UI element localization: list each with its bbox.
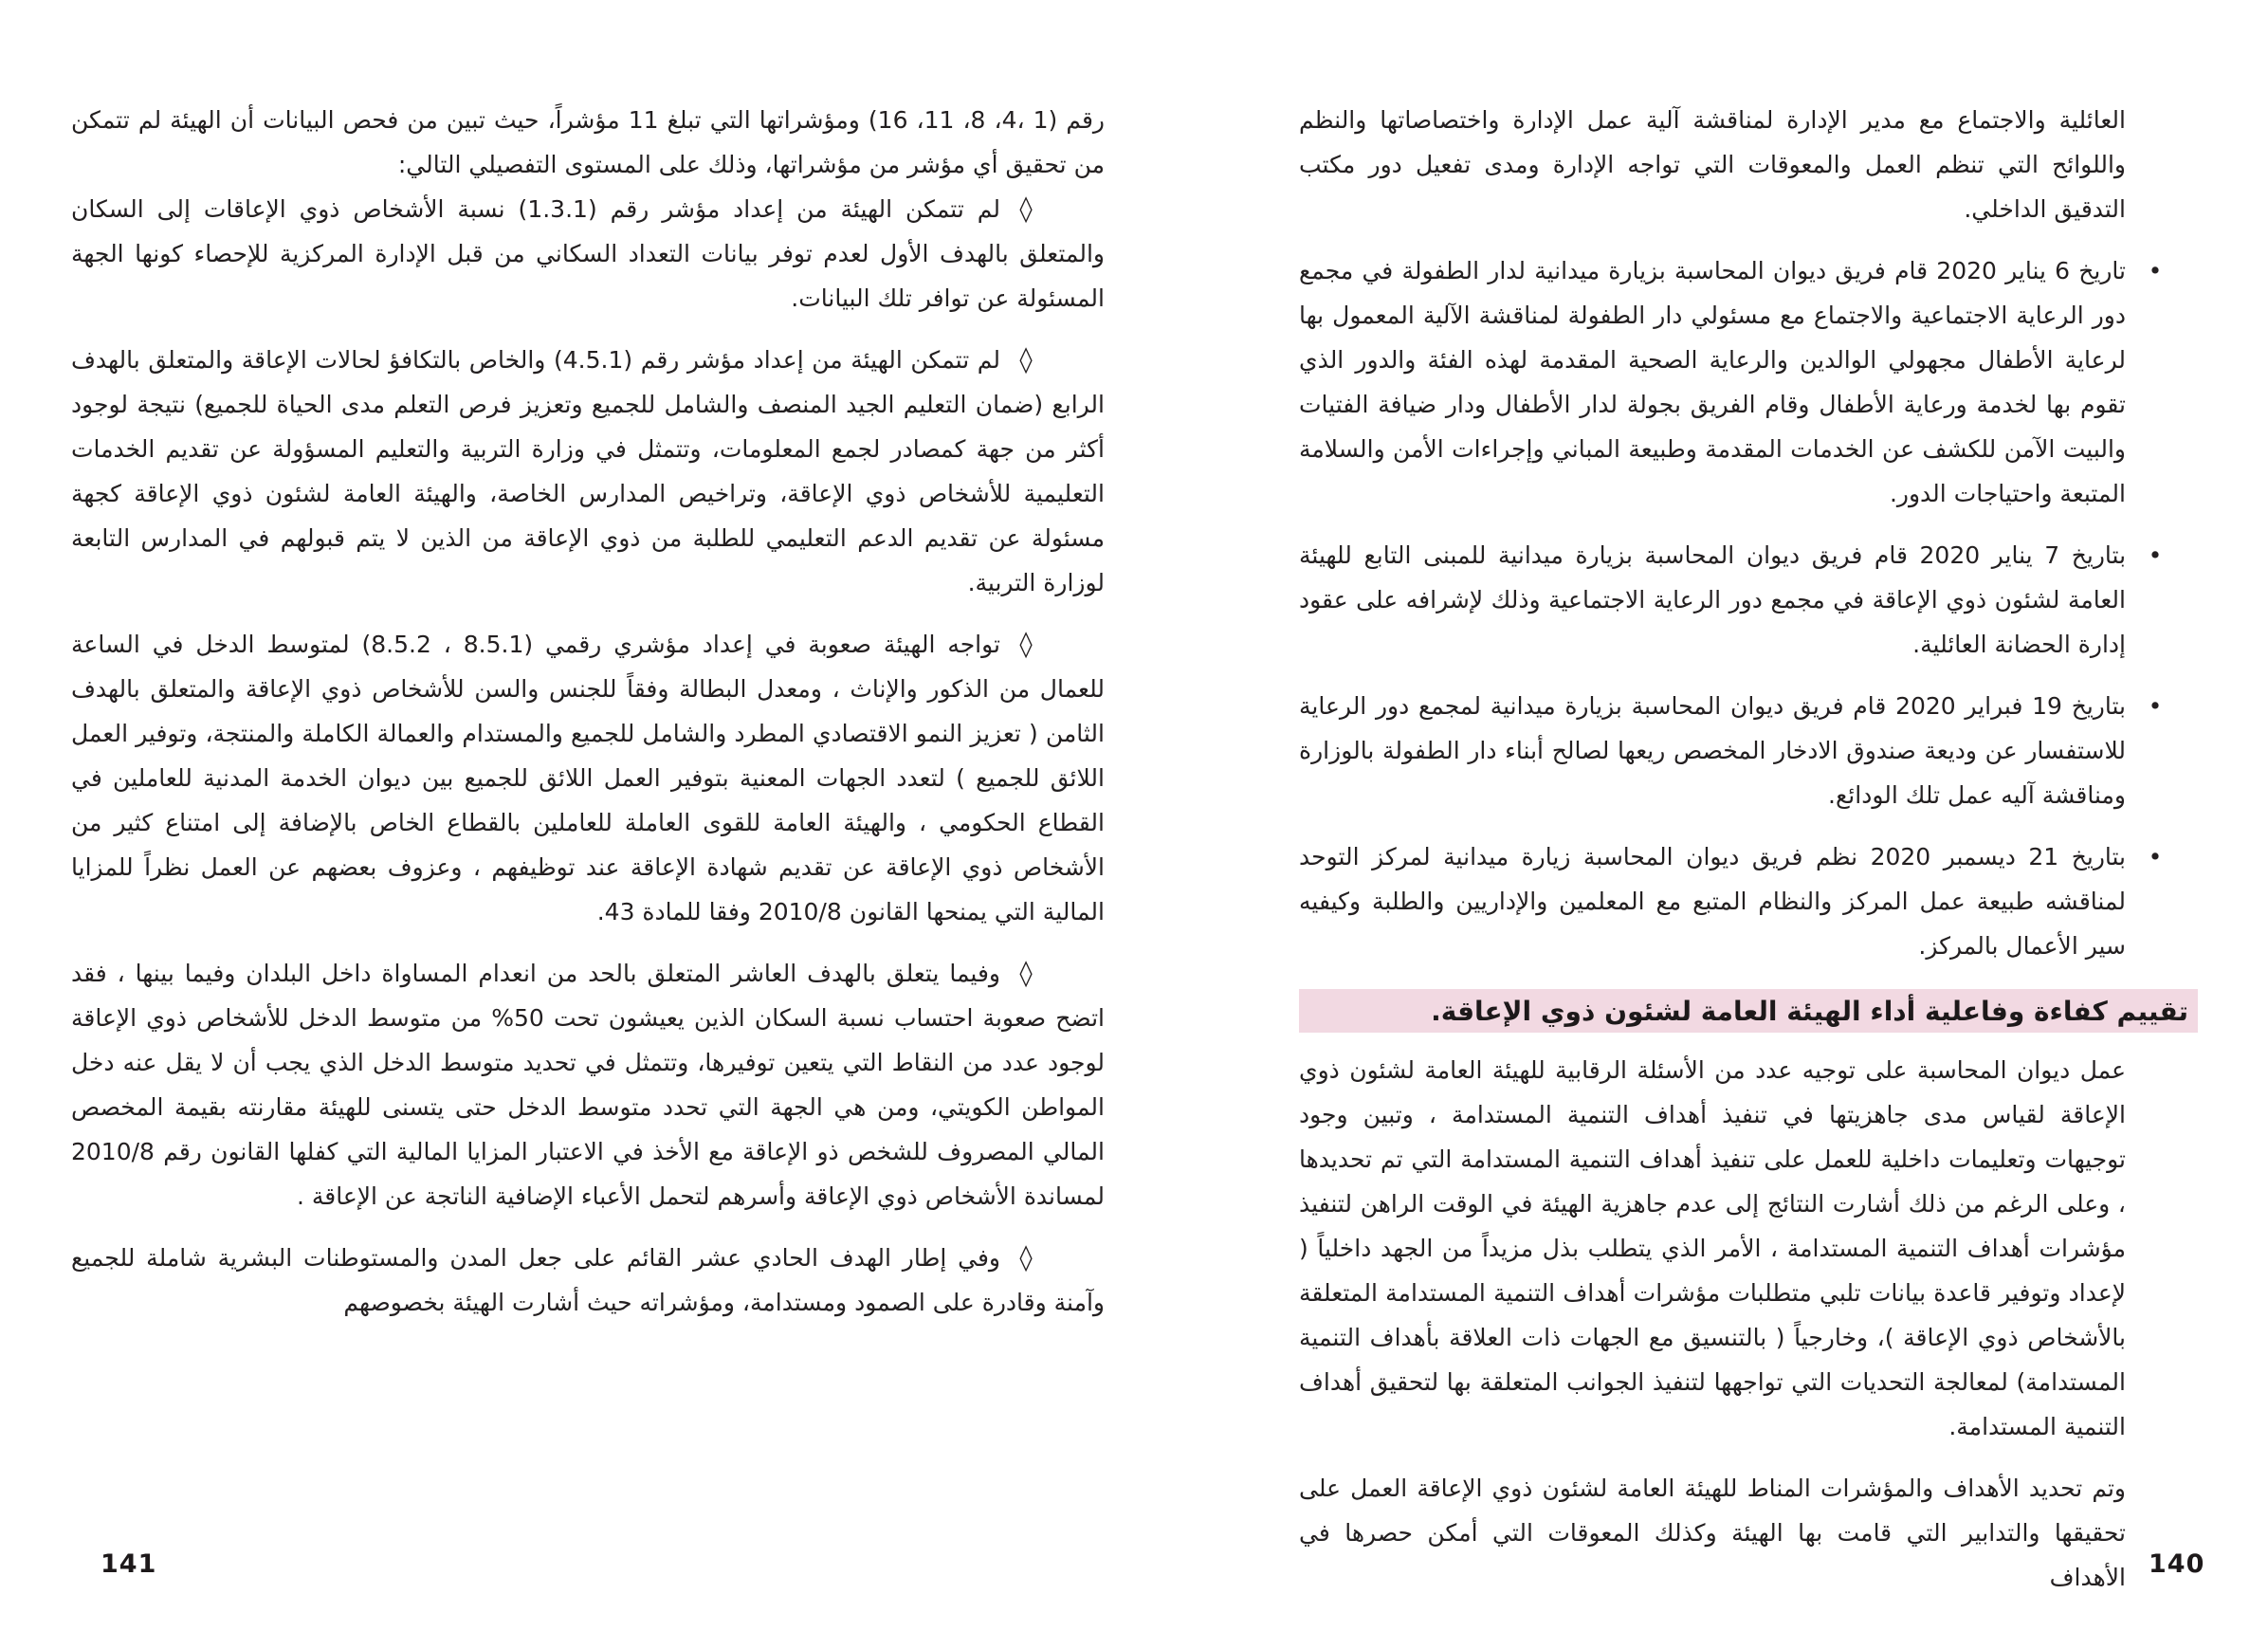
diamond-bullet-icon: ◊ xyxy=(1019,194,1033,224)
list-item xyxy=(71,1236,1105,1325)
section-heading-band xyxy=(1299,989,2198,1033)
dot-bullet-icon: • xyxy=(2148,257,2163,284)
list-item xyxy=(71,622,1105,934)
page-140 xyxy=(1134,0,2268,1649)
list-item-text: بتاريخ 19 فبراير 2020 قام فريق ديوان المحاسبة بزيارة ميدانية لمجمع دور الرعاية للاستفسار عن وديعة صندوق الادخار المخصص ريعها لصالح أبناء دار الطفولة بالوزارة ومناقشة آليه عمل تلك الودائع. xyxy=(1299,692,2126,809)
list-item-text: تواجه الهيئة صعوبة في إعداد مؤشري رقمي (8.5.1 ، 8.5.2) لمتوسط الدخل في الساعة للعمال من الذكور والإناث ، ومعدل البطالة وفقاً للجنس والسن للأشخاص ذوي الإعاقة والمتعلق بالهدف الثامن ( تعزيز النمو الاقتصادي المطرد والشامل للجميع والمستدام والعمالة الكاملة والمنتجة، وتوفير العمل اللائق للجميع ) لتعدد الجهات المعنية بتوفير العمل اللائق للجميع بين ديوان الخدمة المدنية للعاملين في القطاع الحكومي ، والهيئة العامة للقوى العاملة للعاملين بالقطاع الخاص بالإضافة إلى امتناع كثير من الأشخاص ذوي الإعاقة عن تقديم شهادة الإعاقة عند توظيفهم ، وعزوف بعضهم عن العمل نظراً للمزايا المالية التي يمنحها القانون 2010/8 وفقا للمادة 43. xyxy=(71,631,1105,925)
list-item-text: وفي إطار الهدف الحادي عشر القائم على جعل المدن والمستوطنات البشرية شاملة للجميع وآمنة وقادرة على الصمود ومستدامة، ومؤشراته حيث أشارت الهيئة بخصوصهم xyxy=(71,1244,1105,1316)
dot-bullet-icon: • xyxy=(2148,541,2163,569)
list-item xyxy=(1299,834,2163,968)
diamond-bullet-icon: ◊ xyxy=(1019,959,1033,988)
list-item-text: وفيما يتعلق بالهدف العاشر المتعلق بالحد من انعدام المساواة داخل البلدان وفيما بينها ، فقد اتضح صعوبة احتساب نسبة السكان الذين يعيشون تحت 50% من متوسط الدخل للأشخاص ذوي الإعاقة لوجود عدد من النقاط التي يتعين توفيرها، وتتمثل في تحديد متوسط الدخل الذي يجب أن لا يقل عنه دخل المواطن الكويتي، ومن هي الجهة التي تحدد متوسط الدخل حتى يتسنى للهيئة مقارنته بقيمة المخصص المالي المصروف للشخص ذو الإعاقة مع الأخذ في الاعتبار المزايا المالية التي كفلها القانون رقم 2010/8 لمساندة الأشخاص ذوي الإعاقة وأسرهم لتحمل الأعباء الإضافية الناتجة عن الإعاقة . xyxy=(71,960,1105,1210)
list-item-text: لم تتمكن الهيئة من إعداد مؤشر رقم (4.5.1) والخاص بالتكافؤ لحالات الإعاقة والمتعلق بالهدف الرابع (ضمان التعليم الجيد المنصف والشامل للجميع وتعزيز فرص التعلم مدى الحياة للجميع) نتيجة لوجود أكثر من جهة كمصادر لجمع المعلومات، وتتمثل في وزارة التربية والتعليم المسؤولة عن تقديم الخدمات التعليمية للأشخاص ذوي الإعاقة، وتراخيص المدارس الخاصة، والهيئة العامة لشئون ذوي الإعاقة كجهة مسئولة عن تقديم الدعم التعليمي للطلبة من ذوي الإعاقة من الذين لا يتم قبولهم في المدارس التابعة لوزارة التربية. xyxy=(71,346,1105,596)
list-item-text: بتاريخ 21 ديسمبر 2020 نظم فريق ديوان المحاسبة زيارة ميدانية لمركز التوحد لمناقشه طبيعة عمل المركز والنظام المتبع مع المعلمين والإداريين والطلبة وكيفيه سير الأعمال بالمركز. xyxy=(1299,843,2127,960)
list-item-text: لم تتمكن الهيئة من إعداد مؤشر رقم (1.3.1) نسبة الأشخاص ذوي الإعاقات إلى السكان والمتعلق بالهدف الأول لعدم توفر بيانات التعداد السكاني من قبل الإدارة المركزية للإحصاء كونها الجهة المسئولة عن توافر تلك البيانات. xyxy=(71,195,1105,312)
list-item xyxy=(71,187,1105,321)
list-item-text: بتاريخ 7 يناير 2020 قام فريق ديوان المحاسبة بزيارة ميدانية للمبنى التابع للهيئة العامة لشئون ذوي الإعاقة في مجمع دور الرعاية الاجتماعية وذلك لإشرافه على عقود إدارة الحضانة العائلية. xyxy=(1299,541,2127,658)
intro-paragraph: العائلية والاجتماع مع مدير الإدارة لمناقشة آلية عمل الإدارة واختصاصاتها والنظم واللوائح التي تنظم العمل والمعوقات التي تواجه الإدارة ومدى تفعيل دور مكتب التدقيق الداخلي. xyxy=(1299,106,2126,223)
diamond-bullet-icon: ◊ xyxy=(1019,1243,1033,1273)
dot-bullet-icon: • xyxy=(2148,843,2163,870)
page-number-140: 140 xyxy=(2149,1549,2205,1579)
intro-paragraph: رقم (1 ،4، 8، 11، 16) ومؤشراتها التي تبلغ 11 مؤشراً، حيث تبين من فحص البيانات أن الهيئة لم تتمكن من تحقيق أي مؤشر من مؤشراتها، وذلك على المستوى التفصيلي التالي: xyxy=(71,106,1105,178)
list-item-text: تاريخ 6 يناير 2020 قام فريق ديوان المحاسبة بزيارة ميدانية لدار الطفولة في مجمع دور الرعاية الاجتماعية والاجتماع مع مسئولي دار الطفولة لمناقشة الآلية المعمول بها لرعاية الأطفال مجهولي الوالدين والرعاية الصحية المقدمة لهذه الفئة والدور الذي تقوم بها لخدمة ورعاية الأطفال وقام الفريق بجولة لدار الأطفال ودار ضيافة الفتيات والبيت الآمن للكشف عن الخدمات المقدمة وطبيعة المباني وإجراءات الأمن والسلامة المتبعة واحتياجات الدور. xyxy=(1299,257,2127,507)
list-item xyxy=(1299,533,2163,667)
list-item xyxy=(1299,684,2163,817)
list-item xyxy=(1299,248,2163,516)
diamond-bullet-icon: ◊ xyxy=(1019,630,1033,659)
diamond-bullet-icon: ◊ xyxy=(1019,345,1033,375)
list-item xyxy=(71,951,1105,1218)
section-heading: تقييم كفاءة وفاعلية أداء الهيئة العامة لشئون ذوي الإعاقة. xyxy=(1431,995,2188,1027)
assessment-paragraph: عمل ديوان المحاسبة على توجيه عدد من الأسئلة الرقابية للهيئة العامة لشئون ذوي الإعاقة لقياس مدى جاهزيتها في تنفيذ أهداف التنمية المستدامة ، وتبين وجود توجيهات وتعليمات داخلية للعمل على تنفيذ أهداف التنمية المستدامة التي تم تحديدها ، وعلى الرغم من ذلك أشارت النتائج إلى عدم جاهزية الهيئة في الوقت الراهن لتنفيذ مؤشرات أهداف التنمية المستدامة ، الأمر الذي يتطلب بذل مزيداً من الجهد داخلياً ( لإعداد وتوفير قاعدة بيانات تلبي متطلبات مؤشرات أهداف التنمية المستدامة المتعلقة بالأشخاص ذوي الإعاقة )، وخارجياً ( بالتنسيق مع الجهات ذات العلاقة بأهداف التنمية المستدامة) لمعالجة التحديات التي تواجهها لتنفيذ الجوانب المتعلقة بها لتحقيق أهداف التنمية المستدامة. xyxy=(1299,1056,2126,1440)
page-number-141: 141 xyxy=(101,1549,157,1579)
dot-bullet-icon: • xyxy=(2148,692,2163,720)
list-item xyxy=(71,338,1105,605)
closing-paragraph: وتم تحديد الأهداف والمؤشرات المناط للهيئة العامة لشئون ذوي الإعاقة العمل على تحقيقها والتدابير التي قامت بها الهيئة وكذلك المعوقات التي أمكن حصرها في الأهداف xyxy=(1299,1475,2126,1591)
